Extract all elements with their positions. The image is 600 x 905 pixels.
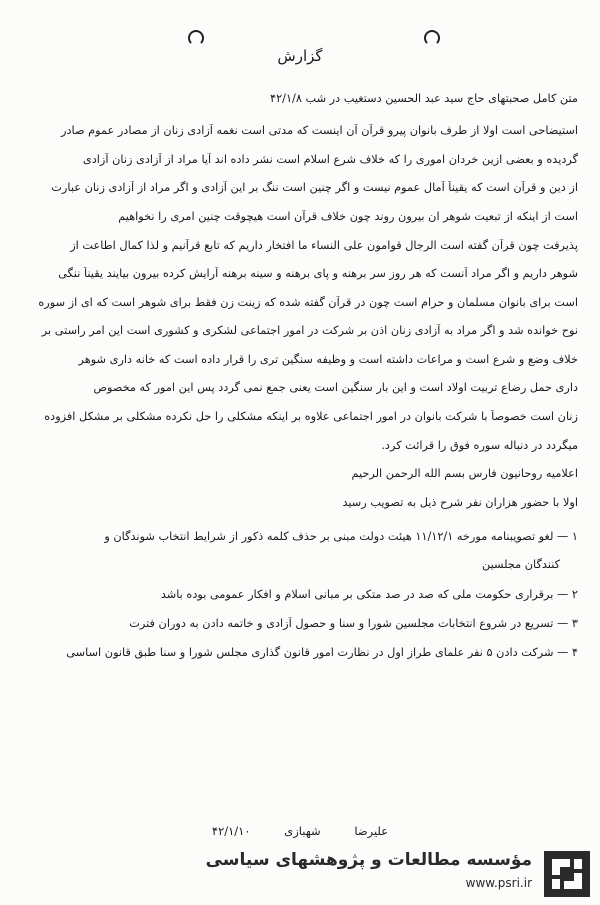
body-line: خلاف وضع و شرع است و مراعات داشته است و وظیفه سنگین تری را قرار داده است که خانه داری شوهر [78,353,578,366]
document-title: گزارش [277,47,323,65]
list-item: ۳ — تسریع در شروع انتخابات مجلسین شورا و سنا و حصول آزادی و خاتمه دادن به دوران فترت [129,617,578,630]
signature-block [0,824,600,838]
list-item: ۲ — برقراری حکومت ملی که صد در صد متکی بر مبانی اسلام و افکار عمومی بوده باشد [160,588,578,601]
list-item: کنندگان مجلسین [481,558,560,571]
body-line: استیضاحی است اولا از طرف بانوان پیرو قرآن آن اینست که مدتی است نغمه آزادی زنان از مصادر عموم صادر [61,124,578,137]
list-item: ۴ — شرکت دادن ۵ نفر علمای طراز اول در نظارت امور قانون گذاری مجلس شورا و سنا طبق قانون اساسی [66,646,578,659]
body-line: زنان است خصوصاً با شرکت بانوان در امور اجتماعی علاوه بر اینکه مشکلی را حل نکرده مشکلی بر مشکل افزوده [44,410,578,423]
body-line: است از اینکه از تبعیت شوهر ان بیرون روند چون خلاف قرآن است هیچوقت چنین امری را نخواهیم [118,210,578,223]
institute-logo-icon [544,851,590,897]
body-line: اعلامیه روحانیون فارس بسم الله الرحمن الرحیم [351,467,578,480]
body-line: گردیده و بعضی ازین خردان اموری را که خلاف شرع اسلام است نشر داده اند آیا مراد از آزادی زنان آزادی [82,153,578,166]
watermark-institute: مؤسسه مطالعات و پژوهشهای سیاسی [205,850,532,870]
body-line: داری حمل رضاع تربیت اولاد است و این بار سنگین است یعنی جمع نمی گردد پس این امور که مخصوص [93,381,578,394]
body-line: است برای بانوان مسلمان و حرام است چون در قرآن گفته شده که زینت زن فقط برای شوهر است که ای از سوره [38,296,578,309]
list-item: ۱ — لغو تصویبنامه مورخه ۱۱/۱۲/۱ هیئت دولت مبنی بر حذف کلمه ذکور از شرایط انتخاب شوندگان و [104,530,578,543]
body-line: متن کامل صحبتهای حاج سید عبد الحسین دستغیب در شب ۴۲/۱/۸ [270,92,578,105]
punch-hole-left [188,30,204,46]
body-line: نوح خوانده شد و اگر مراد به آزادی زنان اذن بر شرکت در امور اجتماعی لشکری و کشوری است این امر راستی بر [41,324,578,337]
body-line: از دین و قرآن است که یقیناً آمال عموم نیست و اگر چنین است ننگ بر این آزادی و اگر مراد از آزادی زنان عبارت [51,181,578,194]
signature-name: علیرضا شهبازی [284,824,389,838]
body-line: اولا با حضور هزاران نفر شرح ذیل به تصویب رسید [342,496,578,509]
body-line: شوهر داریم و اگر مراد آنست که هر روز سر برهنه و پای برهنه و سینه برهنه آرایش کرده بیرون بیایند یقیناً ننگی [58,267,578,280]
body-line: میگردد در دنباله سوره فوق را قرائت کرد. [381,439,578,452]
punch-hole-right [424,30,440,46]
signature-date: ۴۲/۱/۱۰ [211,824,251,838]
body-line: پذیرفت چون قرآن گفته است الرجال قوامون علی النساء ما افتخار داریم که تابع قرآنیم و لذا کمال اطاعت از [70,239,578,252]
watermark-url: www.psri.ir [465,876,532,890]
